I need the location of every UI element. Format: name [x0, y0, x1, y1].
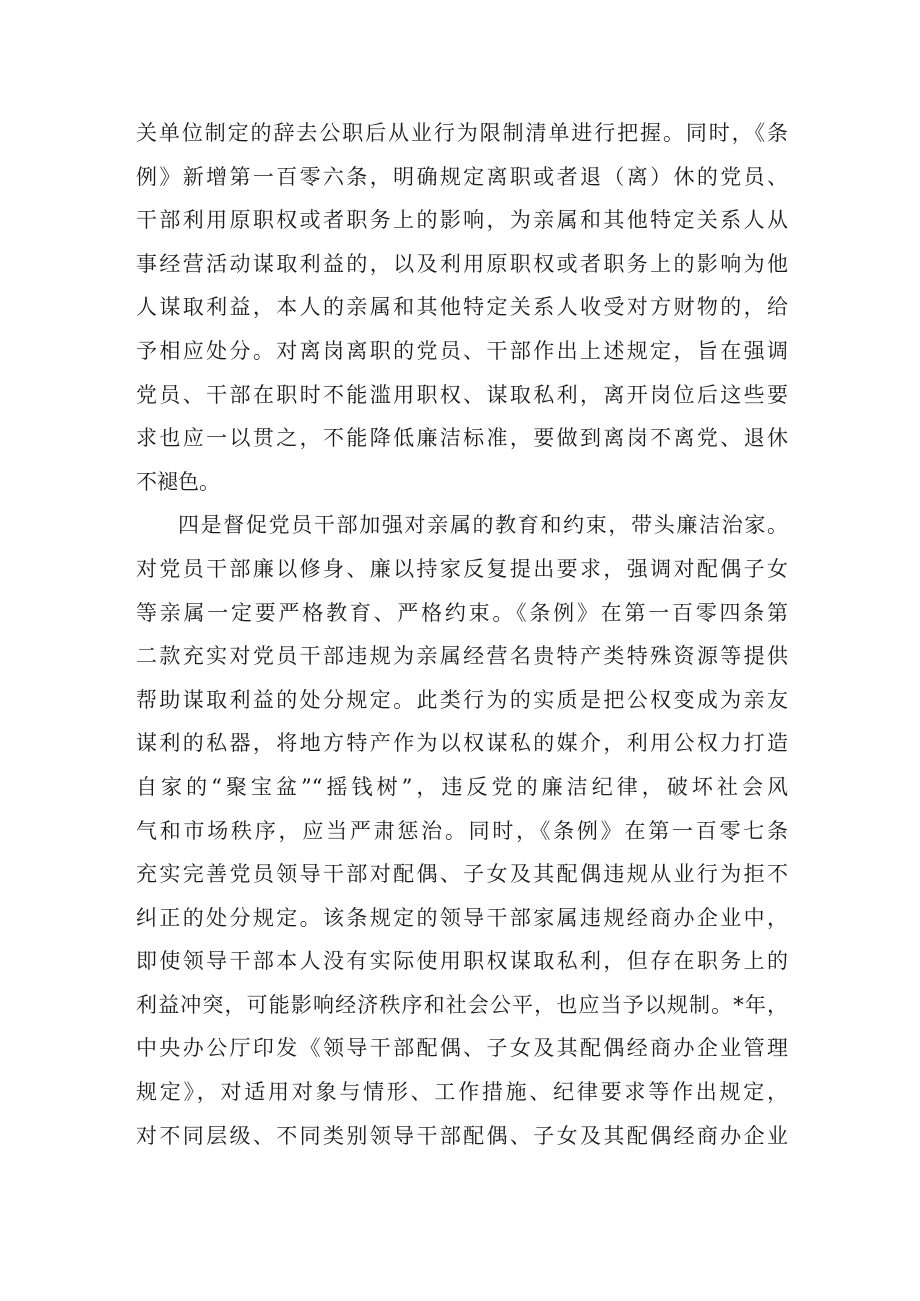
paragraph-first-line: 四是督促党员干部加强对亲属的教育和约束，带头廉洁治家。 — [178, 513, 788, 538]
text-line: 帮助谋取利益的处分规定。此类行为的实质是把公权变成为亲友 — [136, 687, 788, 712]
document-body — [136, 112, 788, 1158]
text-line: 对不同层级、不同类别领导干部配偶、子女及其配偶经商办企业 — [136, 1123, 788, 1148]
text-line: 人谋取利益，本人的亲属和其他特定关系人收受对方财物的，给 — [136, 295, 788, 320]
text-line: 纠正的处分规定。该条规定的领导干部家属违规经商办企业中， — [136, 905, 788, 930]
text-line: 利益冲突，可能影响经济秩序和社会公平，也应当予以规制。*年， — [136, 992, 788, 1017]
text-line: 干部利用原职权或者职务上的影响，为亲属和其他特定关系人从 — [136, 208, 788, 233]
text-line: 充实完善党员领导干部对配偶、子女及其配偶违规从业行为拒不 — [136, 862, 788, 887]
text-line: 事经营活动谋取利益的，以及利用原职权或者职务上的影响为他 — [136, 251, 788, 276]
text-line: 党员、干部在职时不能滥用职权、谋取私利，离开岗位后这些要 — [136, 382, 788, 407]
text-line: 等亲属一定要严格教育、严格约束。《条例》在第一百零四条第 — [136, 600, 788, 625]
text-line: 求也应一以贯之，不能降低廉洁标准，要做到离岗不离党、退休 — [136, 426, 788, 451]
text-line: 气和市场秩序，应当严肃惩治。同时，《条例》在第一百零七条 — [136, 818, 788, 843]
text-line: 不褪色。 — [136, 469, 220, 494]
text-line: 即使领导干部本人没有实际使用职权谋取私利，但存在职务上的 — [136, 949, 788, 974]
text-line: 关单位制定的辞去公职后从业行为限制清单进行把握。同时，《条 — [136, 121, 788, 145]
text-line: 自家的“聚宝盆”“摇钱树”，违反党的廉洁纪律，破坏社会风 — [136, 774, 788, 799]
text-line: 规定》，对适用对象与情形、工作措施、纪律要求等作出规定， — [136, 1080, 788, 1105]
text-line: 予相应处分。对离岗离职的党员、干部作出上述规定，旨在强调 — [136, 338, 788, 363]
text-line: 二款充实对党员干部违规为亲属经营名贵特产类特殊资源等提供 — [136, 644, 788, 669]
text-line: 对党员干部廉以修身、廉以持家反复提出要求，强调对配偶子女 — [136, 556, 788, 581]
text-line: 例》新增第一百零六条，明确规定离职或者退（离）休的党员、 — [136, 164, 788, 189]
text-line: 谋利的私器，将地方特产作为以权谋私的媒介，利用公权力打造 — [136, 731, 788, 756]
text-line: 中央办公厅印发《领导干部配偶、子女及其配偶经商办企业管理 — [136, 1036, 788, 1061]
